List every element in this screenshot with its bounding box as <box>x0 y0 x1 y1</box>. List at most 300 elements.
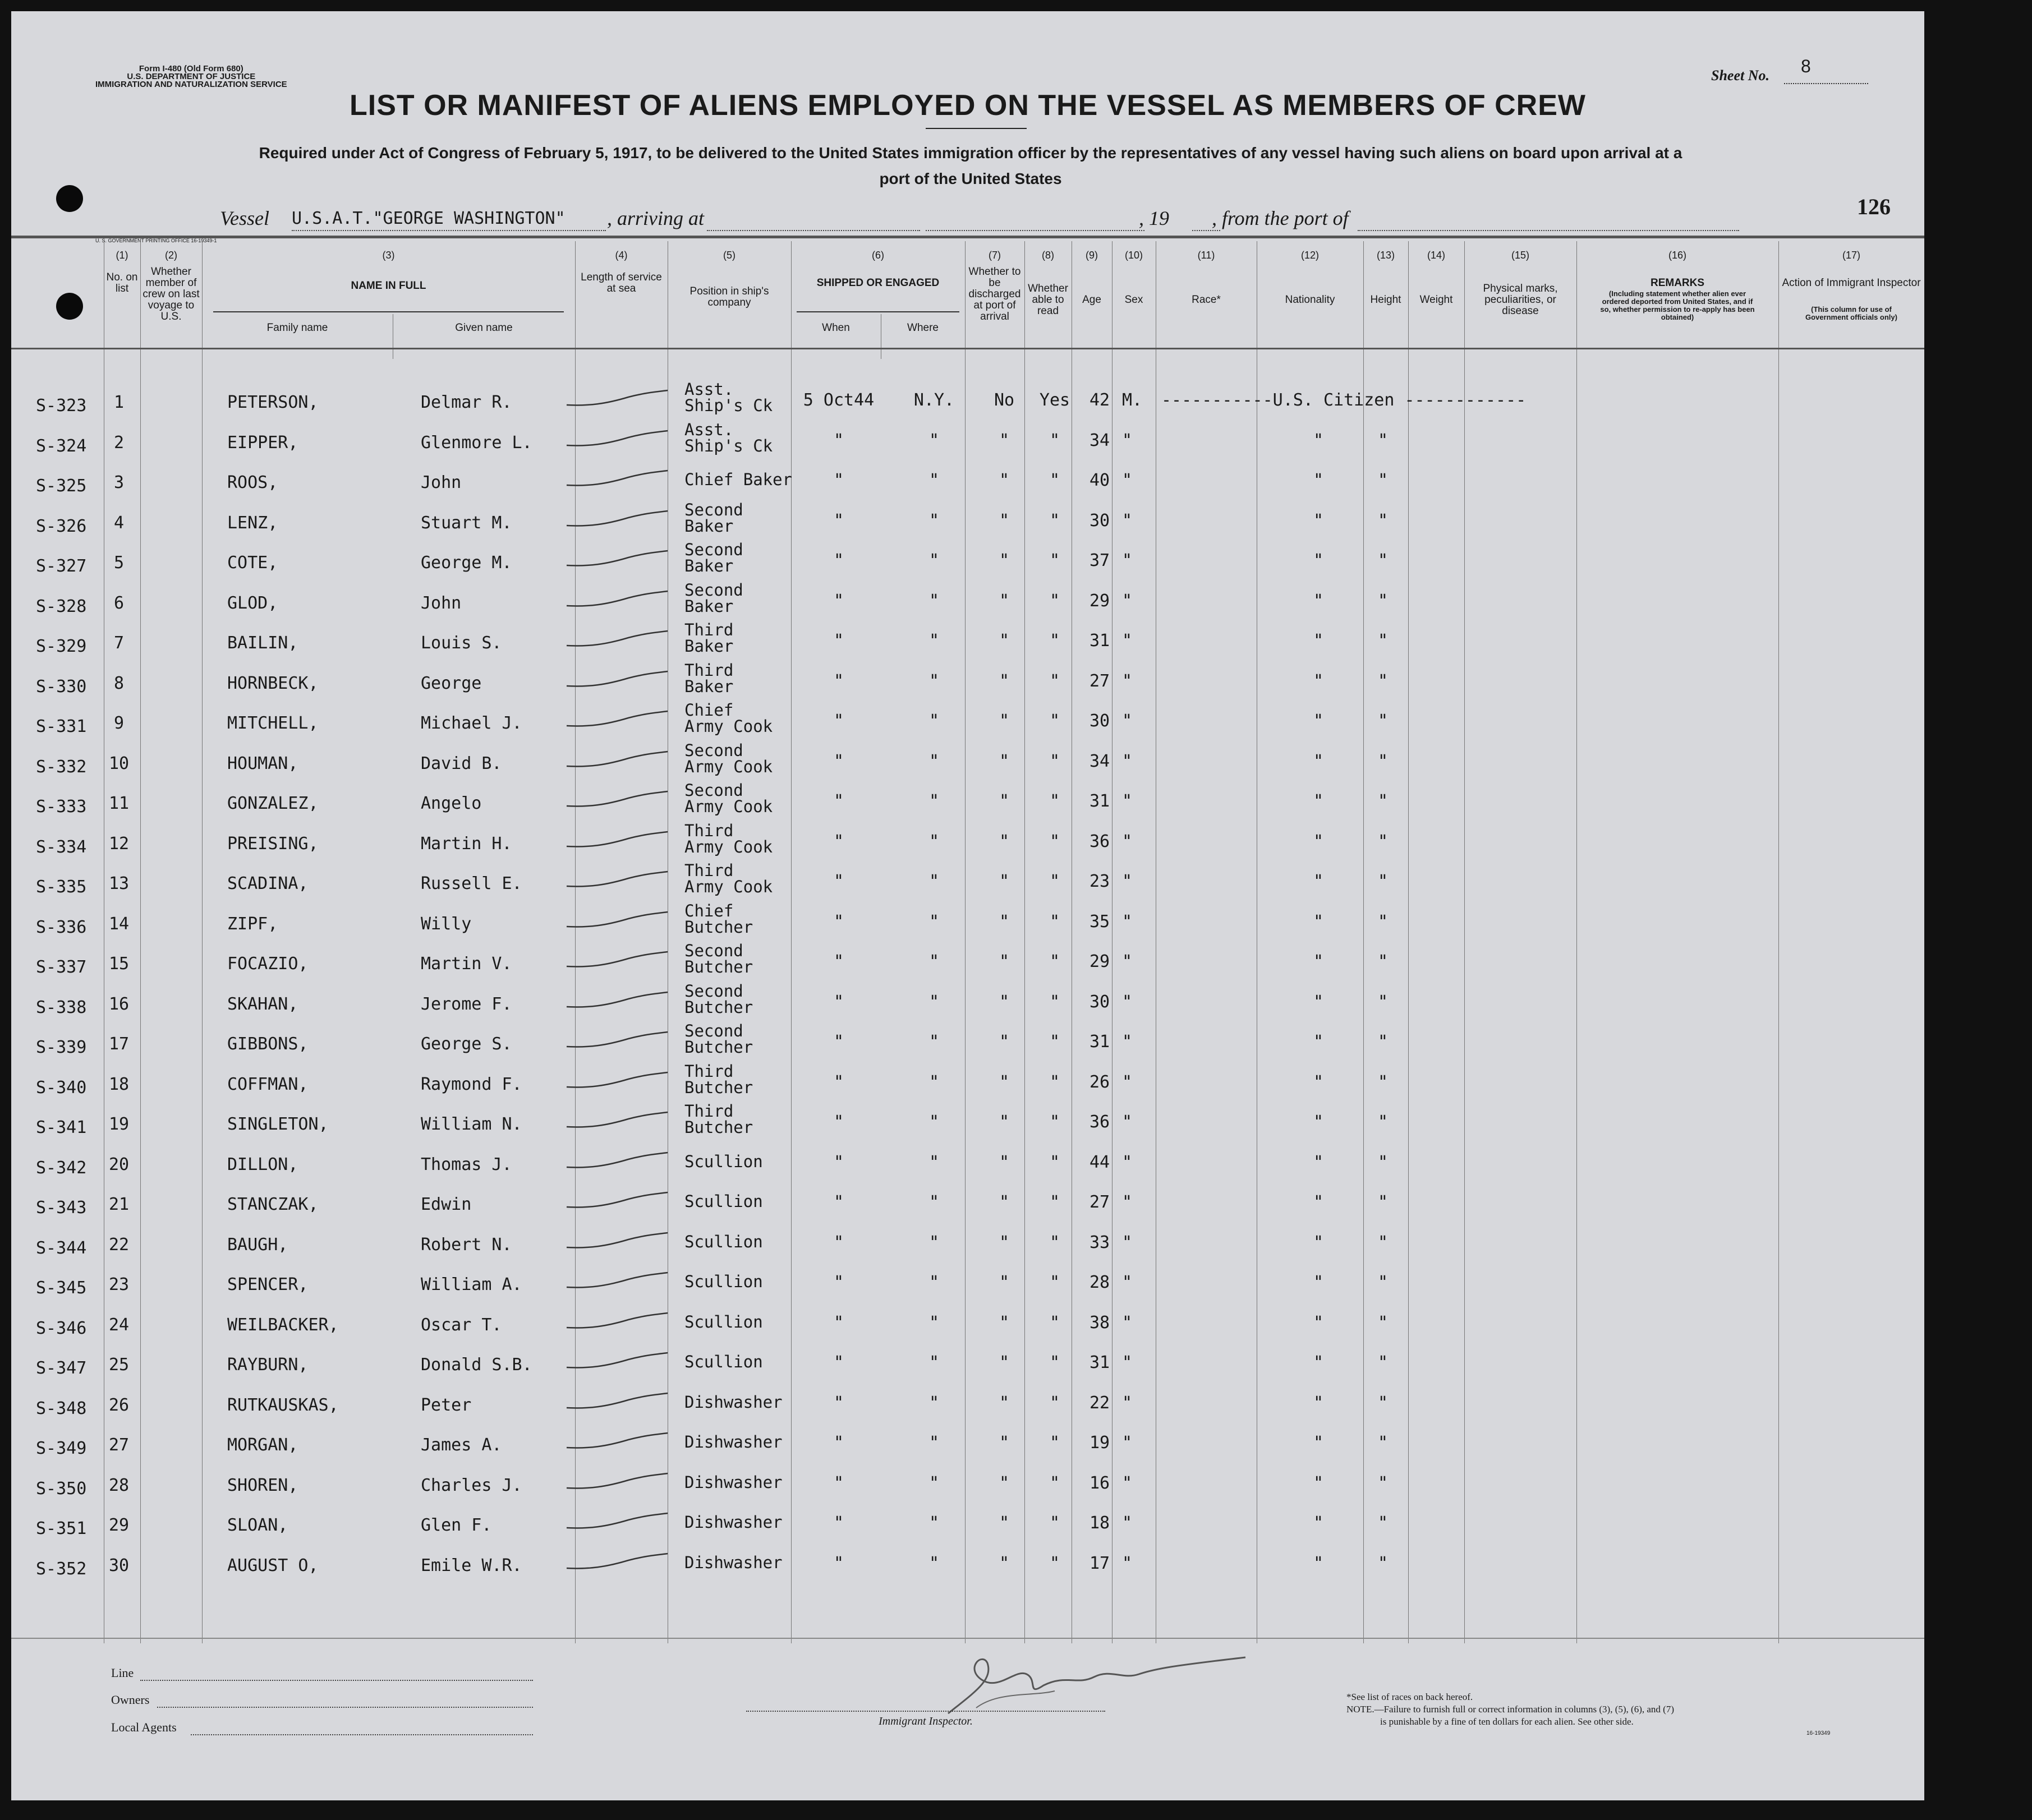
row-number: 20 <box>108 1154 130 1174</box>
table-row <box>11 1504 1924 1543</box>
family-name: SKAHAN, <box>227 994 298 1014</box>
sex: " <box>1122 1192 1133 1212</box>
page-title: LIST OR MANIFEST OF ALIENS EMPLOYED ON THE VESSEL AS MEMBERS OF CREW <box>350 89 1586 122</box>
able-to-read: " <box>1049 831 1060 851</box>
nationality: " <box>1313 1273 1324 1292</box>
position-line-2: Army Cook <box>684 877 773 896</box>
shipped-where: " <box>928 1513 940 1533</box>
row-number: 29 <box>108 1515 130 1535</box>
position-line-1: Dishwasher <box>684 1472 783 1492</box>
position-line-2: Ship's Ck <box>684 436 773 455</box>
service-length-mark <box>561 588 673 610</box>
col-length-of-service: Length of service at sea <box>581 271 662 294</box>
height: " <box>1377 1192 1389 1212</box>
inspector-signature-line <box>746 1711 1105 1712</box>
shipped-where: " <box>928 831 940 851</box>
able-to-read: " <box>1049 791 1060 811</box>
discharged: " <box>999 430 1010 450</box>
service-length-mark <box>561 1269 673 1292</box>
nationality: " <box>1313 1192 1324 1212</box>
column-number: (1) <box>116 250 128 261</box>
given-name: Angelo <box>421 794 482 813</box>
service-length-mark <box>561 1109 673 1131</box>
service-id: S-326 <box>36 516 87 536</box>
nationality: " <box>1313 551 1324 570</box>
family-name: PETERSON, <box>227 393 319 412</box>
service-id: S-345 <box>36 1278 87 1298</box>
table-row <box>11 863 1924 902</box>
position <box>684 943 753 975</box>
position-line-1: Scullion <box>684 1272 763 1291</box>
given-name: John <box>421 473 462 492</box>
position <box>684 1194 763 1210</box>
shipped-rule <box>797 311 959 312</box>
service-length-mark <box>561 1229 673 1252</box>
nationality: " <box>1313 992 1324 1012</box>
name-rule <box>213 311 564 312</box>
shipped-where: " <box>928 791 940 811</box>
discharged: " <box>999 992 1010 1012</box>
position-line-2: Baker <box>684 556 734 575</box>
arriving-label: , arriving at <box>607 207 705 229</box>
col-physical-marks: Physical marks, peculiarities, or disease <box>1483 283 1558 317</box>
shipped-where: " <box>928 711 940 731</box>
table-row <box>11 622 1924 661</box>
col-given-name: Given name <box>455 322 513 334</box>
sex: " <box>1122 1393 1133 1413</box>
family-name: SPENCER, <box>227 1275 309 1294</box>
able-to-read: " <box>1049 551 1060 570</box>
shipped-where: " <box>928 872 940 891</box>
given-name: Delmar R. <box>421 393 512 412</box>
table-row <box>11 1384 1924 1423</box>
sex: " <box>1122 952 1133 971</box>
column-number: (3) <box>382 250 395 261</box>
service-length-mark <box>561 788 673 810</box>
row-number: 6 <box>113 593 125 613</box>
service-length-mark <box>561 628 673 650</box>
table-row <box>11 1183 1924 1223</box>
sex: " <box>1122 591 1133 611</box>
col-age: Age <box>1082 294 1101 306</box>
sex: " <box>1122 510 1133 531</box>
table-row <box>11 542 1924 581</box>
discharged: " <box>999 1032 1010 1052</box>
service-id: S-329 <box>36 637 87 656</box>
shipped-where: " <box>928 952 940 971</box>
service-id: S-336 <box>36 917 87 937</box>
col-last-voyage: Whether member of crew on last voyage to U.S. <box>142 266 200 322</box>
service-id: S-333 <box>36 797 87 817</box>
family-name: EIPPER, <box>227 432 298 453</box>
sex: " <box>1122 872 1133 891</box>
height: " <box>1377 631 1389 651</box>
able-to-read: " <box>1049 1513 1060 1533</box>
shipped-when: " <box>833 791 844 811</box>
service-length-mark <box>561 1310 673 1332</box>
position-line-1: Second <box>684 740 743 760</box>
service-id: S-337 <box>36 957 87 977</box>
discharged: " <box>999 1072 1010 1092</box>
header-rule <box>11 236 1924 238</box>
form-identifier <box>95 65 287 89</box>
sheet-label: Sheet No. <box>1711 67 1769 84</box>
nationality: " <box>1313 631 1324 651</box>
able-to-read: " <box>1049 1232 1060 1252</box>
able-to-read: " <box>1049 1312 1060 1333</box>
subtitle-line-1: Required under Act of Congress of February 5, 1917, to be delivered to the United States immigration officer by the representatives of any vessel having such aliens on board upon arrival at a <box>259 144 1682 162</box>
position <box>684 863 773 895</box>
given-name: Charles J. <box>421 1475 522 1495</box>
service-id: S-344 <box>36 1238 87 1258</box>
height: " <box>1377 1152 1389 1172</box>
shipped-when: " <box>833 430 844 450</box>
nationality: " <box>1313 911 1324 932</box>
height: " <box>1377 872 1389 891</box>
col-no-on-list: No. on list <box>106 271 138 294</box>
height: " <box>1377 911 1389 932</box>
table-row <box>11 1264 1924 1303</box>
sex: " <box>1122 1273 1133 1292</box>
col-remarks: REMARKS <box>1650 277 1705 289</box>
discharged: " <box>999 1513 1010 1533</box>
row-number: 7 <box>113 633 125 653</box>
shipped-where: " <box>928 1312 940 1333</box>
family-name: GIBBONS, <box>227 1034 309 1054</box>
nationality: " <box>1313 711 1324 731</box>
family-name: PREISING, <box>227 833 319 854</box>
given-name: Oscar T. <box>421 1315 502 1335</box>
position-line-1: Dishwasher <box>684 1432 783 1452</box>
given-name: Thomas J. <box>421 1154 512 1174</box>
owners-label: Owners <box>111 1693 150 1707</box>
year-dotline <box>1192 230 1220 231</box>
remark: -----------U.S. Citizen ------------ <box>1161 390 1527 410</box>
position-line-2: Baker <box>684 596 734 616</box>
position <box>684 1274 763 1290</box>
age: 31 <box>1089 631 1110 651</box>
height: " <box>1377 1032 1389 1052</box>
port-dotline <box>1358 230 1739 231</box>
service-id: S-325 <box>36 476 87 496</box>
table-row <box>11 1103 1924 1142</box>
able-to-read: Yes <box>1039 390 1070 410</box>
shipped-when: 5 Oct44 <box>803 390 875 410</box>
row-number: 9 <box>113 713 125 733</box>
sex: " <box>1122 1072 1133 1092</box>
position-line-2: Butcher <box>684 1077 753 1097</box>
row-number: 14 <box>108 914 130 934</box>
agents-dotline <box>191 1734 533 1735</box>
table-row <box>11 1344 1924 1383</box>
nationality: " <box>1313 671 1324 691</box>
column-number: (5) <box>723 250 735 261</box>
service-id: S-340 <box>36 1077 87 1098</box>
position <box>684 1354 763 1370</box>
sex: M. <box>1122 390 1143 410</box>
given-name: Stuart M. <box>421 513 512 533</box>
row-number: 19 <box>108 1114 130 1134</box>
shipped-when: " <box>833 831 844 851</box>
sex: " <box>1122 430 1133 450</box>
height: " <box>1377 1513 1389 1533</box>
discharged: " <box>999 510 1010 531</box>
position-line-1: Third <box>684 1102 734 1121</box>
age: 28 <box>1089 1273 1110 1292</box>
family-name: ROOS, <box>227 473 278 492</box>
given-name: Jerome F. <box>421 994 512 1014</box>
service-id: S-332 <box>36 757 87 777</box>
shipped-when: " <box>833 1312 844 1333</box>
service-id: S-341 <box>36 1118 87 1137</box>
shipped-where: " <box>928 1353 940 1372</box>
shipped-when: " <box>833 1152 844 1172</box>
position-line-1: Scullion <box>684 1232 763 1251</box>
col-when: When <box>822 322 850 334</box>
nationality: " <box>1313 1312 1324 1333</box>
age: 16 <box>1089 1473 1110 1493</box>
shipped-where: " <box>928 591 940 611</box>
shipped-where: " <box>928 911 940 932</box>
service: IMMIGRATION AND NATURALIZATION SERVICE <box>95 80 287 89</box>
position-line-1: Second <box>684 941 743 960</box>
service-id: S-339 <box>36 1038 87 1057</box>
page-number: 126 <box>1857 194 1891 219</box>
age: 35 <box>1089 911 1110 932</box>
given-name: George M. <box>421 553 512 573</box>
table-row <box>11 381 1924 421</box>
discharged: " <box>999 1433 1010 1453</box>
able-to-read: " <box>1049 711 1060 731</box>
row-number: 2 <box>113 432 125 453</box>
sex: " <box>1122 1433 1133 1453</box>
position-line-1: Scullion <box>684 1312 763 1331</box>
able-to-read: " <box>1049 1152 1060 1172</box>
position-line-1: Chief <box>684 901 734 920</box>
position-line-1: Second <box>684 981 743 1001</box>
table-row <box>11 823 1924 862</box>
local-agents-label: Local Agents <box>111 1720 177 1734</box>
given-name: Russell E. <box>421 874 522 893</box>
table-row <box>11 662 1924 702</box>
able-to-read: " <box>1049 1112 1060 1132</box>
shipped-where: " <box>928 1273 940 1292</box>
family-name: SINGLETON, <box>227 1114 329 1134</box>
able-to-read: " <box>1049 872 1060 891</box>
shipped-when: " <box>833 711 844 731</box>
height: " <box>1377 591 1389 611</box>
nationality: " <box>1313 1353 1324 1372</box>
service-id: S-351 <box>36 1519 87 1538</box>
able-to-read: " <box>1049 591 1060 611</box>
service-length-mark <box>561 508 673 530</box>
position-line-1: Second <box>684 1021 743 1040</box>
service-id: S-324 <box>36 436 87 456</box>
col-where: Where <box>907 322 939 334</box>
column-number: (4) <box>615 250 628 261</box>
service-length-mark <box>561 948 673 971</box>
punch-hole <box>56 293 83 320</box>
position-line-1: Second <box>684 781 743 800</box>
discharged: " <box>999 751 1010 771</box>
family-name: SCADINA, <box>227 874 309 893</box>
position <box>684 782 773 815</box>
shipped-when: " <box>833 1232 844 1252</box>
able-to-read: " <box>1049 1393 1060 1413</box>
position-line-2: Butcher <box>684 1038 753 1057</box>
service-id: S-346 <box>36 1318 87 1338</box>
discharged: " <box>999 872 1010 891</box>
age: 26 <box>1089 1072 1110 1092</box>
position <box>684 542 743 574</box>
shipped-when: " <box>833 1473 844 1493</box>
discharged: No <box>994 390 1015 410</box>
table-row <box>11 1144 1924 1183</box>
age: 19 <box>1089 1433 1110 1453</box>
able-to-read: " <box>1049 631 1060 651</box>
height: " <box>1377 1232 1389 1252</box>
line-label: Line <box>111 1666 134 1680</box>
age: 23 <box>1089 872 1110 891</box>
column-number: (7) <box>989 250 1001 261</box>
service-id: S-327 <box>36 556 87 576</box>
position-line-1: Dishwasher <box>684 1513 783 1532</box>
shipped-when: " <box>833 1393 844 1413</box>
form-code: 16-19349 <box>1806 1730 1831 1736</box>
able-to-read: " <box>1049 751 1060 771</box>
discharged: " <box>999 471 1010 490</box>
height: " <box>1377 952 1389 971</box>
service-length-mark <box>561 668 673 690</box>
family-name: HOUMAN, <box>227 753 298 773</box>
vessel-label: Vessel <box>220 207 269 229</box>
discharged: " <box>999 791 1010 811</box>
table-row <box>11 1063 1924 1103</box>
position <box>684 1023 753 1056</box>
service-length-mark <box>561 1430 673 1452</box>
family-name: FOCAZIO, <box>227 954 309 974</box>
position-line-2: Ship's Ck <box>684 396 773 415</box>
age: 27 <box>1089 1192 1110 1212</box>
shipped-where: " <box>928 430 940 450</box>
service-length-mark <box>561 1470 673 1492</box>
family-name: COTE, <box>227 553 278 573</box>
col-discharged: Whether to be discharged at port of arrival <box>968 266 1021 322</box>
service-id: S-350 <box>36 1478 87 1499</box>
nationality: " <box>1313 1433 1324 1453</box>
position-line-1: Scullion <box>684 1192 763 1211</box>
service-length-mark <box>561 387 673 409</box>
able-to-read: " <box>1049 1473 1060 1493</box>
family-name: LENZ, <box>227 513 278 533</box>
row-number: 1 <box>113 393 125 412</box>
shipped-when: " <box>833 952 844 971</box>
family-name: HORNBECK, <box>227 673 319 693</box>
row-number: 15 <box>108 954 130 974</box>
age: 31 <box>1089 1032 1110 1052</box>
footer-rule <box>11 1638 1924 1639</box>
position-line-2: Army Cook <box>684 717 773 736</box>
able-to-read: " <box>1049 471 1060 490</box>
shipped-where: " <box>928 510 940 531</box>
from-port-label: , from the port of <box>1212 207 1349 229</box>
position-line-1: Scullion <box>684 1352 763 1371</box>
row-number: 23 <box>108 1275 130 1294</box>
position <box>684 903 753 936</box>
shipped-when: " <box>833 1353 844 1372</box>
height: " <box>1377 471 1389 490</box>
nationality: " <box>1313 751 1324 771</box>
discharged: " <box>999 671 1010 691</box>
service-length-mark <box>561 1069 673 1091</box>
given-name: James A. <box>421 1435 502 1455</box>
position <box>684 662 733 695</box>
service-id: S-352 <box>36 1559 87 1579</box>
service-length-mark <box>561 828 673 851</box>
row-number: 5 <box>113 553 125 573</box>
table-row <box>11 740 1924 782</box>
position-line-2: Army Cook <box>684 837 773 856</box>
shipped-where: " <box>928 1192 940 1212</box>
table-row <box>11 1464 1924 1504</box>
nationality: " <box>1313 1232 1324 1252</box>
shipped-where: " <box>928 1032 940 1052</box>
age: 29 <box>1089 952 1110 971</box>
column-number: (2) <box>165 250 177 261</box>
sex: " <box>1122 1112 1133 1132</box>
col-shipped-or-engaged: SHIPPED OR ENGAGED <box>816 277 940 289</box>
service-id: S-349 <box>36 1439 87 1458</box>
height: " <box>1377 751 1389 771</box>
nationality: " <box>1313 1152 1324 1172</box>
sex: " <box>1122 992 1133 1012</box>
position <box>684 422 773 454</box>
column-number: (14) <box>1427 250 1445 261</box>
nationality: " <box>1313 1513 1324 1533</box>
column-number: (11) <box>1197 250 1215 261</box>
able-to-read: " <box>1049 1433 1060 1453</box>
service-length-mark <box>561 909 673 931</box>
given-name: George <box>421 673 482 693</box>
position-line-1: Second <box>684 580 743 600</box>
column-number: (9) <box>1086 250 1098 261</box>
able-to-read: " <box>1049 510 1060 531</box>
column-number: (13) <box>1376 250 1395 261</box>
given-name: Louis S. <box>421 633 502 653</box>
inspector-signature <box>943 1646 1257 1719</box>
nationality: " <box>1313 591 1324 611</box>
able-to-read: " <box>1049 1273 1060 1292</box>
nationality: " <box>1313 1473 1324 1493</box>
row-number: 24 <box>108 1315 130 1335</box>
row-number: 12 <box>108 833 130 854</box>
shipped-when: " <box>833 992 844 1012</box>
sex: " <box>1122 1473 1133 1493</box>
height: " <box>1377 671 1389 691</box>
age: 42 <box>1089 390 1110 410</box>
position-line-2: Butcher <box>684 957 753 976</box>
col-able-to-read: Whether able to read <box>1028 283 1068 317</box>
position <box>684 1234 763 1250</box>
service-id: S-328 <box>36 596 87 616</box>
position <box>684 1514 783 1531</box>
discharged: " <box>999 551 1010 570</box>
age: 44 <box>1089 1152 1110 1172</box>
age: 36 <box>1089 831 1110 851</box>
position <box>684 1314 763 1330</box>
position <box>684 702 773 735</box>
column-number: (10) <box>1124 250 1143 261</box>
